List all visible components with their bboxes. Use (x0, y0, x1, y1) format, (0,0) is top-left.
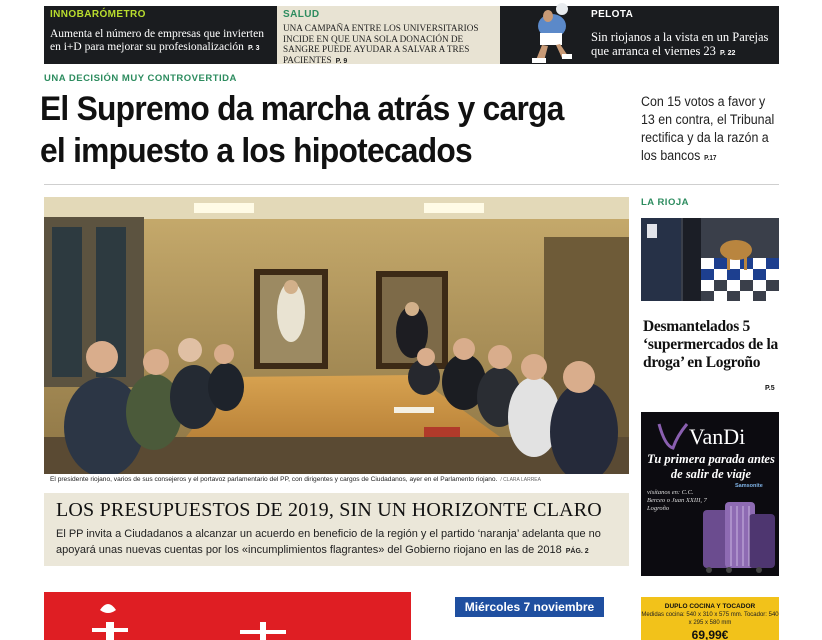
teaser-tag: PELOTA (591, 9, 634, 20)
samsonite-logo: Samsonite (735, 483, 763, 489)
lead-deck: Con 15 votos a favor y 13 en contra, el Tribunal rectifica y da la razón a los bancos P.17 (641, 94, 775, 163)
promo-banner[interactable] (44, 592, 411, 640)
teaser-text: Sin riojanos a la vista en un Parejas que arranca el viernes 23 P. 22 (591, 30, 769, 59)
teaser-tag: SALUD (283, 9, 320, 20)
divider (44, 184, 779, 185)
story-title: LOS PRESUPUESTOS DE 2019, SIN UN HORIZONTE CLARO (56, 499, 602, 521)
duplo-ad[interactable] (641, 597, 779, 640)
page-ref: P.5 (765, 385, 775, 392)
vandi-logo (655, 420, 765, 450)
pelota-player-image (518, 0, 582, 64)
duplo-title: DUPLO COCINA Y TOCADOR (664, 603, 756, 610)
lead-kicker: UNA DECISIÓN MUY CONTROVERTIDA (44, 73, 237, 84)
date-banner: Miércoles 7 noviembre (455, 597, 604, 617)
ad-stores: visítanos en: C.C. Berceo o Juan XXIII, 7 Logroño (647, 489, 707, 512)
photo-caption: El presidente riojano, varios de sus consejeros y el portavoz parlamentario del PP, con dirigentes y cargos de Ciudadanos, ayer en el Parlamento riojano. / CLARA LARREA (50, 476, 541, 483)
suitcases-image (699, 492, 779, 576)
section-tag: LA RIOJA (641, 197, 689, 208)
presupuestos-story[interactable] (44, 493, 629, 566)
teaser-innobarometro[interactable] (44, 6, 277, 64)
duplo-dimensions: Medidas cocina: 540 x 310 x 575 mm. Tocador: 540 x 295 x 580 mm (641, 612, 779, 626)
drug-raid-photo (641, 218, 779, 301)
lead-headline[interactable]: El Supremo da marcha atrás y carga el impuesto a los hipotecados (40, 90, 564, 170)
ad-tagline: Tu primera parada antes de salir de viaje (647, 452, 775, 481)
svg-text:VanDi: VanDi (689, 424, 746, 449)
teaser-tag: INNOBARÓMETRO (50, 9, 146, 20)
teaser-text: UNA CAMPAÑA ENTRE LOS UNIVERSITARIOS INCIDE EN QUE UNA SOLA DONACIÓN DE SANGRE PUEDE AYUDAR A SALVAR A TRES PACIENTES P. 9 (283, 23, 479, 65)
meeting-photo (44, 197, 629, 474)
teaser-text: Aumenta el número de empresas que invierten en i+D para mejorar su profesionalización P. 3 (50, 28, 264, 54)
vandi-ad[interactable] (641, 412, 779, 576)
teaser-salud[interactable] (277, 6, 500, 64)
rioja-headline[interactable]: Desmantelados 5 ‘supermercados de la droga’ en Logroño (643, 318, 778, 371)
story-text: El PP invita a Ciudadanos a alcanzar un acuerdo en beneficio de la región y el partido ‘naranja’ adelanta que no apoyará unas nuevas cuentas por los «incumplimientos flagrantes» del Gobierno riojano en las de 2018 PÁG. 2 (56, 528, 601, 556)
duplo-price: 69,99€ (691, 628, 729, 640)
